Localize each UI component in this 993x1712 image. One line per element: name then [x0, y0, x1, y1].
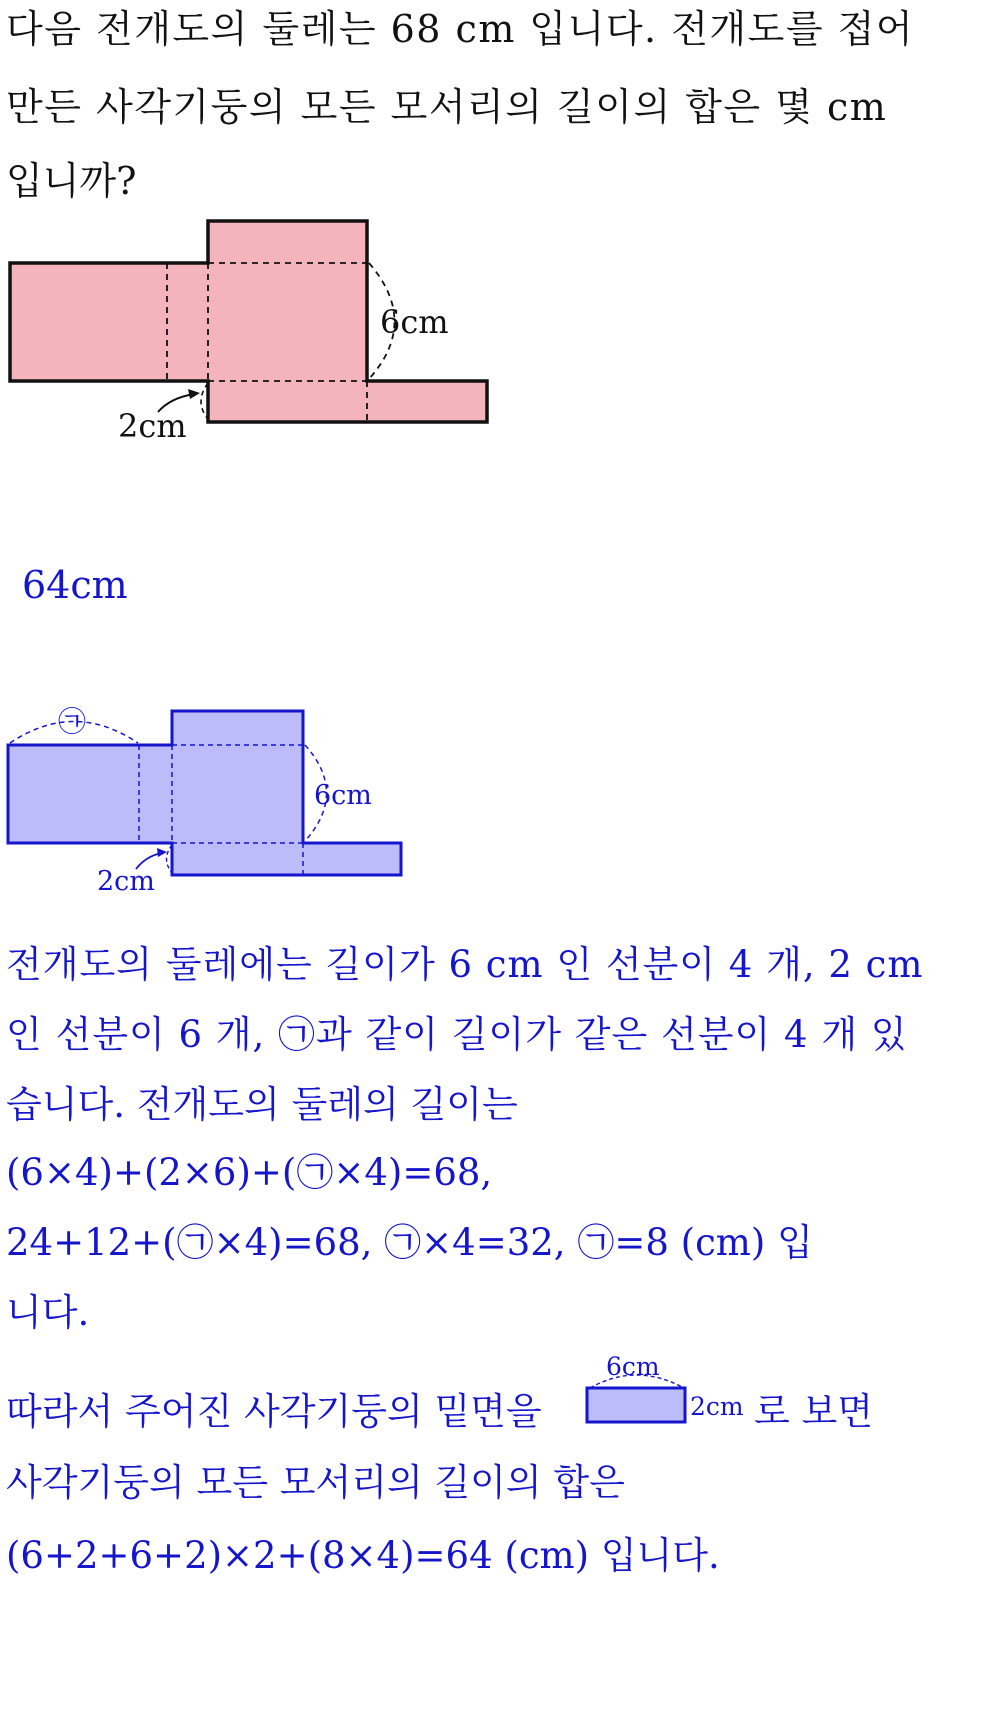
problem-line-3: 입니까?: [6, 159, 137, 203]
blue-face-center: [172, 745, 303, 843]
pink-height-label: 6cm: [380, 303, 449, 341]
blue-width-label: 2cm: [97, 866, 155, 897]
solution-line-6: 니다.: [6, 1291, 90, 1334]
blue-face-right: [303, 843, 401, 875]
solution-line-1: 전개도의 둘레에는 길이가 6 cm 인 선분이 4 개, 2 cm: [6, 943, 924, 986]
solution-line-9: (6+2+6+2)×2+(8×4)=64 (cm) 입니다.: [6, 1534, 720, 1577]
inline-label-right: 2cm: [690, 1392, 744, 1421]
solution-line-3: 습니다. 전개도의 둘레의 길이는: [6, 1083, 518, 1126]
blue-arrow-head: [157, 848, 167, 857]
solution-line-7b: 로 보면: [754, 1390, 873, 1433]
blue-face-narrow: [139, 745, 172, 843]
blue-face-top: [172, 711, 303, 745]
problem-line-1: 다음 전개도의 둘레는 68 cm 입니다. 전개도를 접어: [6, 7, 915, 51]
answer-text: 64cm: [22, 563, 128, 607]
solution-line-5: 24+12+(㉠×4)=68, ㉠×4=32, ㉠=8 (cm) 입: [6, 1221, 813, 1264]
blue-face-bottom: [172, 843, 303, 875]
blue-face-left: [8, 745, 139, 843]
inline-base-rect: [587, 1388, 685, 1422]
solution-line-4: (6×4)+(2×6)+(㉠×4)=68,: [6, 1151, 493, 1194]
pink-width-label: 2cm: [118, 407, 187, 445]
blue-top-label: ㉠: [58, 705, 87, 738]
solution-line-8: 사각기둥의 모든 모서리의 길이의 합은: [6, 1461, 625, 1504]
solution-line-2: 인 선분이 6 개, ㉠과 같이 길이가 같은 선분이 4 개 있: [6, 1013, 908, 1056]
inline-label-top: 6cm: [606, 1352, 660, 1381]
blue-height-label: 6cm: [314, 780, 372, 811]
solution-line-7a: 따라서 주어진 사각기둥의 밑면을: [6, 1390, 542, 1433]
problem-line-2: 만든 사각기둥의 모든 모서리의 길이의 합은 몇 cm: [6, 85, 888, 129]
